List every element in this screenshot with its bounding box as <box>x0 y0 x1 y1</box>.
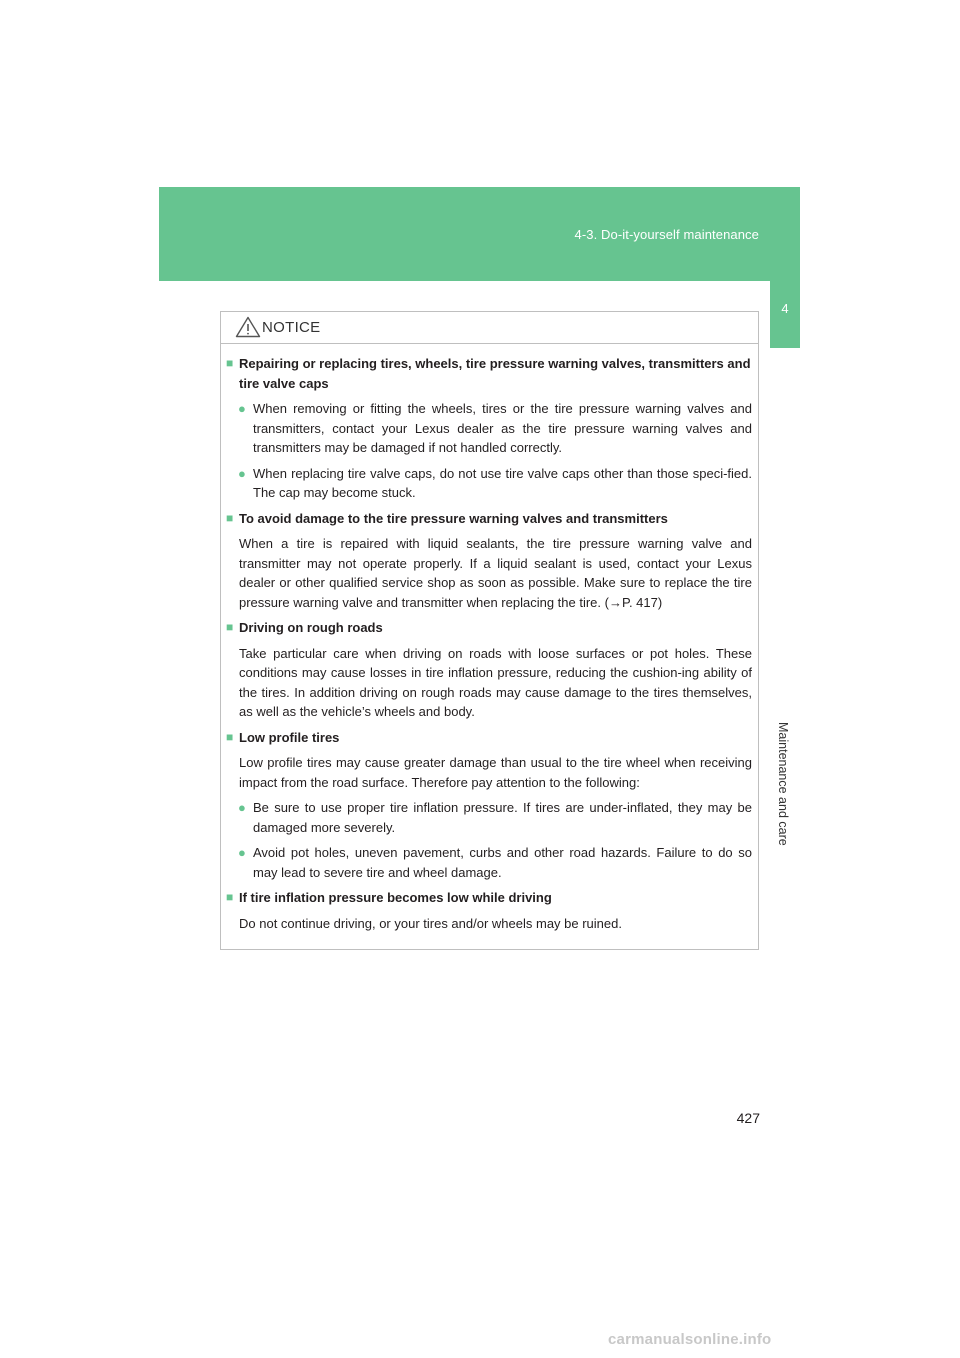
list-item <box>221 464 758 503</box>
paragraph <box>221 914 758 934</box>
item-text: Be sure to use proper tire inflation pressure. If tires are under-inflated, they may be damaged more severely. <box>253 800 752 835</box>
square-bullet-icon: ■ <box>226 356 234 370</box>
item-text: When replacing tire valve caps, do not use tire valve caps other than those speci-fied. The cap may become stuck. <box>253 465 752 500</box>
item-text: Do not continue driving, or your tires and/or wheels may be ruined. <box>239 915 622 931</box>
section-heading-text: Repairing or replacing tires, wheels, tire pressure warning valves, transmitters and tire valve caps <box>239 356 751 391</box>
item-text: When a tire is repaired with liquid sealants, the tire pressure warning valve and transmitter may not operate properly. If a liquid sealant is used, contact your Lexus dealer or other qualified service shop as soon as possible. Make sure to replace the tire pressure warning valve and transmitter when replacing the tire. (→P. 417) <box>239 536 752 610</box>
round-bullet-icon: ● <box>238 845 246 860</box>
square-bullet-icon: ■ <box>226 620 234 634</box>
chapter-label: Maintenance and care <box>776 722 790 846</box>
notice-content <box>221 343 758 933</box>
section-heading-text: Low profile tires <box>239 729 340 745</box>
square-bullet-icon: ■ <box>226 510 234 525</box>
section-heading-text: If tire inflation pressure becomes low while driving <box>239 890 552 905</box>
page-number: 427 <box>736 1110 760 1126</box>
item-text: Low profile tires may cause greater damage than usual to the tire wheel when receiving impact from the road surface. Therefore pay attention to the following: <box>239 755 752 790</box>
item-text: Take particular care when driving on roads with loose surfaces or pot holes. These conditions may cause losses in tire inflation pressure, reducing the cushion-ing ability of the tires. In addition driving on rough roads may cause damage to the tires themselves, as well as the vehicle’s wheels and body. <box>239 645 752 719</box>
square-bullet-icon: ■ <box>226 729 234 744</box>
item-text: Avoid pot holes, uneven pavement, curbs and other road hazards. Failure to do so may lead to severe tire and wheel damage. <box>253 845 752 880</box>
round-bullet-icon: ● <box>238 800 246 815</box>
notice-box <box>220 311 759 950</box>
section-heading <box>221 618 758 638</box>
section-heading-text: To avoid damage to the tire pressure warning valves and transmitters <box>239 510 668 526</box>
round-bullet-icon: ● <box>238 465 246 481</box>
section-heading <box>221 509 758 529</box>
section-heading <box>221 354 758 393</box>
paragraph <box>221 534 758 612</box>
notice-title: NOTICE <box>262 319 321 336</box>
chapter-tab <box>770 281 800 348</box>
list-item <box>221 399 758 458</box>
section-title: 4-3. Do-it-yourself maintenance <box>574 227 759 242</box>
footer-watermark: carmanualsonline.info <box>608 1331 772 1348</box>
paragraph <box>221 644 758 722</box>
item-text: When removing or fitting the wheels, tires or the tire pressure warning valves and transmitters, contact your Lexus dealer as the tire pressure warning valves and transmitters may be damaged if not handled correctly. <box>253 401 752 455</box>
chapter-number: 4 <box>781 301 789 316</box>
round-bullet-icon: ● <box>238 401 246 416</box>
section-heading-text: Driving on rough roads <box>239 620 383 635</box>
paragraph <box>221 753 758 792</box>
list-item <box>221 798 758 837</box>
section-header-band <box>159 187 800 281</box>
section-heading <box>221 728 758 748</box>
square-bullet-icon: ■ <box>226 890 234 904</box>
warning-triangle-icon <box>235 316 261 338</box>
notice-header <box>221 312 758 344</box>
list-item <box>221 843 758 882</box>
section-heading <box>221 888 758 908</box>
